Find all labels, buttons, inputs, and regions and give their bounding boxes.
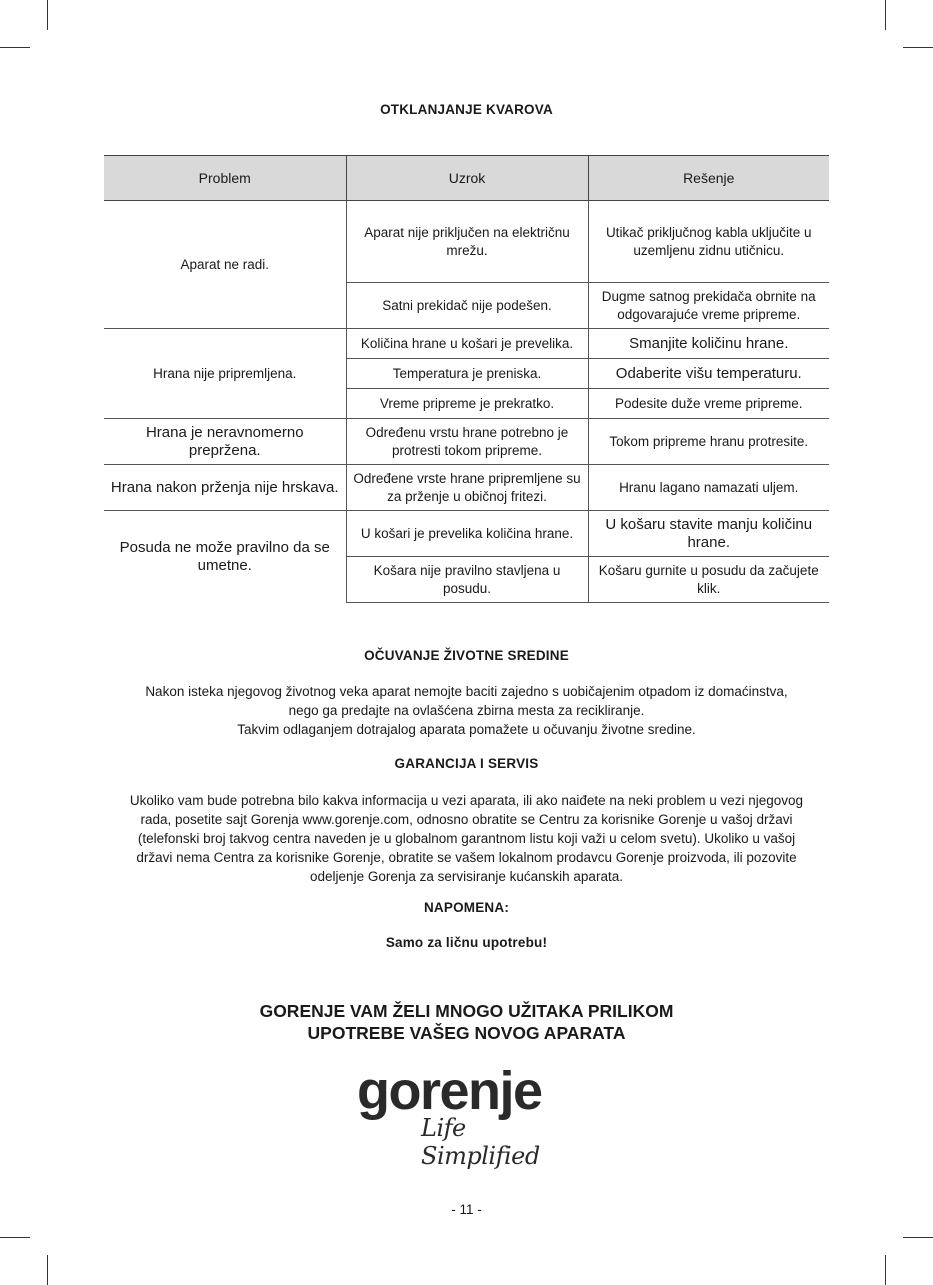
table-row [104,465,829,511]
problem-cell: Posuda ne može pravilno da se umetne. [104,511,346,603]
solution-cell: Košaru gurnite u posudu da začujete klik. [588,557,829,603]
page-number: - 11 - [451,1202,482,1217]
warranty-line: odeljenje Gorenja za servisiranje kućanskih aparata. [310,869,623,884]
environment-title: OČUVANJE ŽIVOTNE SREDINE [364,648,569,663]
crop-mark [885,0,886,30]
problem-cell: Hrana je neravnomerno prepržena. [104,419,346,465]
crop-mark [0,1237,30,1238]
slogan-line: GORENJE VAM ŽELI MNOGO UŽITAKA PRILIKOM [259,1001,674,1021]
cause-cell: Temperatura je preniska. [346,359,588,389]
cause-cell: Satni prekidač nije podešen. [346,283,588,329]
gorenje-logo [357,1061,587,1170]
logo-tagline: Life Simplified [421,1114,540,1170]
solution-cell: Podesite duže vreme pripreme. [588,389,829,419]
solution-cell: Smanjite količinu hrane. [588,329,829,359]
environment-text [0,682,933,739]
solution-cell: U košaru stavite manju količinu hrane. [588,511,829,557]
troubleshooting-table [104,155,829,603]
solution-cell: Dugme satnog prekidača obrnite na odgovarajuće vreme pripreme. [588,283,829,329]
column-header-cause: Uzrok [346,156,588,201]
cause-cell: Vreme pripreme je prekratko. [346,389,588,419]
problem-cell: Hrana nakon prženja nije hrskava. [104,465,346,511]
warranty-line: državi nema Centra za korisnike Gorenje, obratite se vašem lokalnom prodavcu Gorenje proizvoda, ili pozovite [136,850,797,865]
crop-mark [0,47,30,48]
problem-cell: Aparat ne radi. [104,201,346,329]
warranty-title: GARANCIJA I SERVIS [394,756,539,771]
crop-mark [903,1237,933,1238]
column-header-problem: Problem [104,156,346,201]
table-row [104,329,829,359]
solution-cell: Hranu lagano namazati uljem. [588,465,829,511]
cause-cell: Određene vrste hrane pripremljene su za prženje u običnoj fritezi. [346,465,588,511]
cause-cell: Aparat nije priključen na električnu mrežu. [346,201,588,283]
environment-line: Nakon isteka njegovog životnog veka aparat nemojte baciti zajedno s uobičajenim otpadom iz domaćinstva, [145,684,788,699]
column-header-solution: Rešenje [588,156,829,201]
warranty-line: rada, posetite sajt Gorenja www.gorenje.com, odnosno obratite se Centru za korisnike Gorenje u vašoj državi [140,812,793,827]
slogan [0,1000,933,1044]
crop-mark [885,1255,886,1285]
warranty-line: (telefonski broj takvog centra naveden je u globalnom garantnom listu koji važi u celom svetu). Ukoliko u vašoj [137,831,796,846]
note-title: NAPOMENA: [423,900,510,915]
crop-mark [47,1255,48,1285]
solution-cell: Utikač priključnog kabla uključite u uzemljenu zidnu utičnicu. [588,201,829,283]
slogan-line: UPOTREBE VAŠEG NOVOG APARATA [307,1023,626,1043]
warranty-line: Ukoliko vam bude potrebna bilo kakva informacija u vezi aparata, ili ako naiđete na neki problem u vezi njegovog [129,793,804,808]
table-header-row [104,156,829,201]
troubleshooting-title: OTKLANJANJE KVAROVA [380,102,553,117]
table-row [104,419,829,465]
crop-mark [903,47,933,48]
note-text: Samo za ličnu upotrebu! [385,935,548,950]
crop-mark [47,0,48,30]
table-row [104,511,829,557]
cause-cell: Količina hrane u košari je prevelika. [346,329,588,359]
warranty-text [0,791,933,886]
environment-line: nego ga predajte na ovlašćena zbirna mesta za recikliranje. [288,703,645,718]
environment-line: Takvim odlaganjem dotrajalog aparata pomažete u očuvanju životne sredine. [237,722,696,737]
table-row [104,201,829,283]
problem-cell: Hrana nije pripremljena. [104,329,346,419]
logo-wordmark: gorenje [357,1061,542,1121]
cause-cell: Određenu vrstu hrane potrebno je protresti tokom pripreme. [346,419,588,465]
solution-cell: Tokom pripreme hranu protresite. [588,419,829,465]
cause-cell: U košari je prevelika količina hrane. [346,511,588,557]
solution-cell: Odaberite višu temperaturu. [588,359,829,389]
cause-cell: Košara nije pravilno stavljena u posudu. [346,557,588,603]
